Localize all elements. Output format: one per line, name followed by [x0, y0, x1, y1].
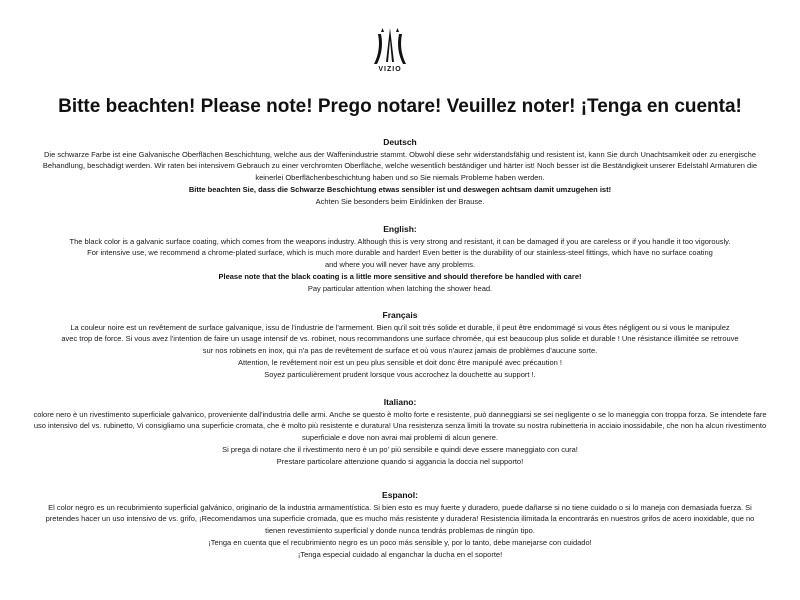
paragraph-line: sur nos robinets en inox, qui n'a pas de revêtement de surface et où vous n'aurez jamais de problèmes d'aucune sorte.: [202, 346, 598, 356]
logo-wordmark: VIZIO: [378, 66, 402, 73]
paragraph-line: Die schwarze Farbe ist eine Galvanische Oberflächen Beschichtung, welche aus der Waffenindustrie stammt. Obwohl diese sehr widerstandsfähig und resistent ist, kann Sie durch Unachtsamkeit oder zu energische: [43, 149, 757, 159]
paragraph-line: La couleur noire est un revêtement de surface galvanique, issu de l'industrie de l'armement. Bien qu'il soit très solide et durable, il peut être endommagé si vous êtes négligent ou si vous le manipulez: [70, 322, 730, 332]
paragraph-line: Pay particular attention when latching the shower head.: [307, 283, 493, 293]
paragraph-line: keinerlei Oberflächenbeschichtung haben und so Sie niemals Probleme haben werden.: [255, 173, 545, 183]
section-espanol: [0, 490, 800, 560]
paragraph-line: The black color is a galvanic surface coating, which comes from the weapons industry. Although this is very strong and resistant, it can be damaged if you are careless or if you handle it too vigorously.: [69, 236, 731, 246]
section-title: Italiano:: [383, 397, 417, 407]
paragraph-line: Soyez particulièrement prudent lorsque vous accrochez la douchette au support !.: [264, 369, 536, 379]
section-francais: [0, 310, 800, 380]
paragraph-line: Achten Sie besonders beim Einklinken der Brause.: [315, 196, 485, 206]
section-title: English:: [383, 224, 417, 234]
paragraph-line: Si prega di notare che il rivestimento nero è un po' più sensibile e quindi deve essere maneggiato con cura!: [222, 444, 578, 454]
section-english: [0, 224, 800, 294]
paragraph-line: pretendes hacer un uso intensivo de vs. grifo, ¡Recomendamos una superficie cromada, que es mucho más resistente y duradera! Resistencia ilimitada la encontrarás en nuestros grifos de acero inoxidable, que no: [45, 514, 755, 524]
paragraph-line: avec trop de force. Si vous avez l'intention de faire un usage intensif de vs. robinet, nous recommandons une surface chromée, qui est beaucoup plus solide et durable ! Une résistance illimitée se retrouve: [61, 334, 739, 344]
page-headline: Bitte beachten! Please note! Prego notare! Veuillez noter! ¡Tenga en cuenta!: [58, 96, 742, 117]
paragraph-line: uso intensivo del vs. rubinetto, Vi consigliamo una superficie cromata, che è molto più resistente e duratura! Una resistenza senza limiti la trovate su nostra rubinetteria in acciaio inossidabile, che non ha alcun rivestimento: [33, 421, 767, 431]
warning-line: Bitte beachten Sie, dass die Schwarze Beschichtung etwas sensibler ist und deswegen achtsam damit umzugehen ist!: [188, 184, 612, 194]
paragraph-line: and where you will never have any problems.: [324, 260, 476, 270]
section-title: Français: [382, 310, 418, 320]
paragraph-line: El color negro es un recubrimiento superficial galvánico, originario de la industria armamentística. Si bien esto es muy fuerte y duradero, puede dañarse si no tiene cuidado o si lo maneja con demasiada fuerza. Si: [48, 502, 752, 512]
section-italiano: [0, 397, 800, 467]
paragraph-line: For intensive use, we recommend a chrome-plated surface, which is much more durable and harder! Even better is the durability of our stainless-steel fittings, which have no surface coating: [87, 248, 713, 258]
section-title: Espanol:: [382, 490, 418, 500]
paragraph-line: Behandlung, beschädigt werden. Wir raten bei intensivem Gebrauch zu einer verchromten Oberfläche, welche wesentlich beständiger und härter ist! Noch besser ist die Beständigkeit unserer Edelstahl Armaturen die: [42, 161, 758, 171]
paragraph-line: ¡Tenga en cuenta que el recubrimiento negro es un poco más sensible y, por lo tanto, debe manejarse con cuidado!: [208, 537, 592, 547]
paragraph-line: colore nero è un rivestimento superficiale galvanico, proveniente dall'industria delle armi. Anche se questo è molto forte e resistente, può danneggiarsi se sei negligente o se lo maneggia con troppa forza. Se intendete fare: [33, 409, 767, 419]
paragraph-line: superficiale e dove non avrai mai problemi di alcun genere.: [302, 433, 498, 443]
paragraph-line: tienen revestimiento superficial y donde nunca tendrás problemas de ningún tipo.: [265, 526, 535, 536]
paragraph-line: Attention, le revêtement noir est un peu plus sensible et doit donc être manipulé avec précaution !: [238, 357, 562, 367]
paragraph-line: ¡Tenga especial cuidado al enganchar la ducha en el soporte!: [297, 549, 503, 559]
section-deutsch: [0, 137, 800, 207]
section-title: Deutsch: [383, 137, 417, 147]
warning-line: Please note that the black coating is a little more sensitive and should therefore be handled with care!: [218, 271, 582, 281]
paragraph-line: Prestare particolare attenzione quando si aggancia la doccia nel supporto!: [276, 456, 524, 466]
